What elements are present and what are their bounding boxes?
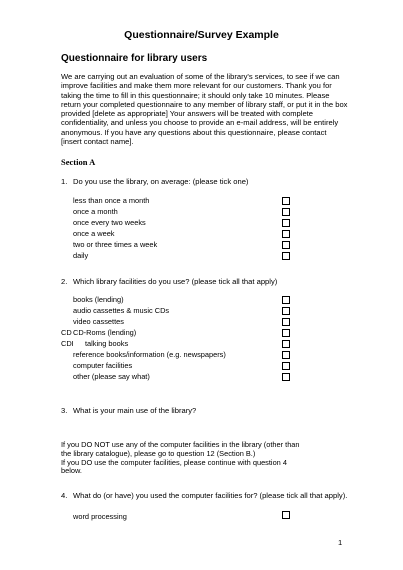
page-number: 1 <box>338 538 343 547</box>
instruction-paragraph <box>61 441 300 476</box>
q1-option: two or three times a week <box>73 240 158 249</box>
q2-option: other (please say what) <box>73 372 150 381</box>
section-a-label: Section A <box>61 157 96 167</box>
question-text: Do you use the library, on average: (please tick one) <box>73 177 249 186</box>
q1-checkbox[interactable] <box>282 230 290 238</box>
question-number: 4. <box>61 491 68 500</box>
question-number: 2. <box>61 277 68 286</box>
q2-option: reference books/information (e.g. newspapers) <box>73 350 226 359</box>
intro-paragraph <box>61 72 361 146</box>
q2-option: audio cassettes & music CDs <box>73 306 170 315</box>
q2-checkbox[interactable] <box>282 351 290 359</box>
q2-checkbox[interactable] <box>282 329 290 337</box>
q4-option: word processing <box>73 512 127 521</box>
intro-line: return your completed questionnaire to any member of library staff, or put it in the box <box>61 99 348 109</box>
q1-checkbox[interactable] <box>282 219 290 227</box>
q1-checkbox[interactable] <box>282 241 290 249</box>
instruction-line: the library catalogue), please go to question 12 (Section B.) <box>61 448 256 458</box>
intro-line: We are carrying out an evaluation of some of the library's services, to see if we can <box>61 72 340 81</box>
intro-line: confidentiality, and unless you choose to provide an e-mail address, will be entirely <box>61 118 339 128</box>
intro-line: [insert contact name]. <box>61 137 134 147</box>
q2-checkbox[interactable] <box>282 362 290 370</box>
q2-option-prefix: CDI <box>61 339 74 348</box>
q2-option: video cassettes <box>73 317 124 326</box>
q2-checkbox[interactable] <box>282 307 290 315</box>
q1-checkbox[interactable] <box>282 208 290 216</box>
q2-option-prefix: CD <box>61 328 72 337</box>
intro-line: taking the time to fill in this questionnaire; it should only take 10 minutes. Please <box>61 90 330 100</box>
question-text: What do (or have) you used the computer facilities for? (please tick all that apply). <box>73 491 348 500</box>
question-text: What is your main use of the library? <box>73 406 197 415</box>
q2-checkbox[interactable] <box>282 318 290 326</box>
q2-option: talking books <box>85 339 129 348</box>
q4-checkbox[interactable] <box>282 511 290 519</box>
q1-option: once every two weeks <box>73 218 146 227</box>
document-title: Questionnaire/Survey Example <box>124 29 279 41</box>
q2-option: CD-Roms (lending) <box>73 328 137 337</box>
q1-option: once a month <box>73 207 118 216</box>
instruction-line: If you DO use the computer facilities, please continue with question 4 <box>61 457 287 467</box>
q2-checkbox[interactable] <box>282 373 290 381</box>
q1-checkbox[interactable] <box>282 197 290 205</box>
q2-option: books (lending) <box>73 295 124 304</box>
intro-line: anonymous. If you have any questions about this questionnaire, please contact <box>61 127 327 137</box>
q1-option: daily <box>73 251 89 260</box>
q1-checkbox[interactable] <box>282 252 290 260</box>
q2-checkbox[interactable] <box>282 296 290 304</box>
question-text: Which library facilities do you use? (please tick all that apply) <box>73 277 278 286</box>
instruction-line: below. <box>61 466 82 476</box>
q2-checkbox[interactable] <box>282 340 290 348</box>
q2-option: computer facilities <box>73 361 133 370</box>
questionnaire-heading: Questionnaire for library users <box>61 53 208 64</box>
q1-option: once a week <box>73 229 115 238</box>
question-number: 3. <box>61 406 68 415</box>
question-number: 1. <box>61 177 68 186</box>
instruction-line: If you DO NOT use any of the computer facilities in the library (other than <box>61 440 300 449</box>
intro-line: provided [delete as appropriate] Your answers will be treated with complete <box>61 109 314 119</box>
intro-line: improve facilities and make them more relevant for our customers. Thank you for <box>61 81 332 91</box>
q1-option: less than once a month <box>73 196 150 205</box>
